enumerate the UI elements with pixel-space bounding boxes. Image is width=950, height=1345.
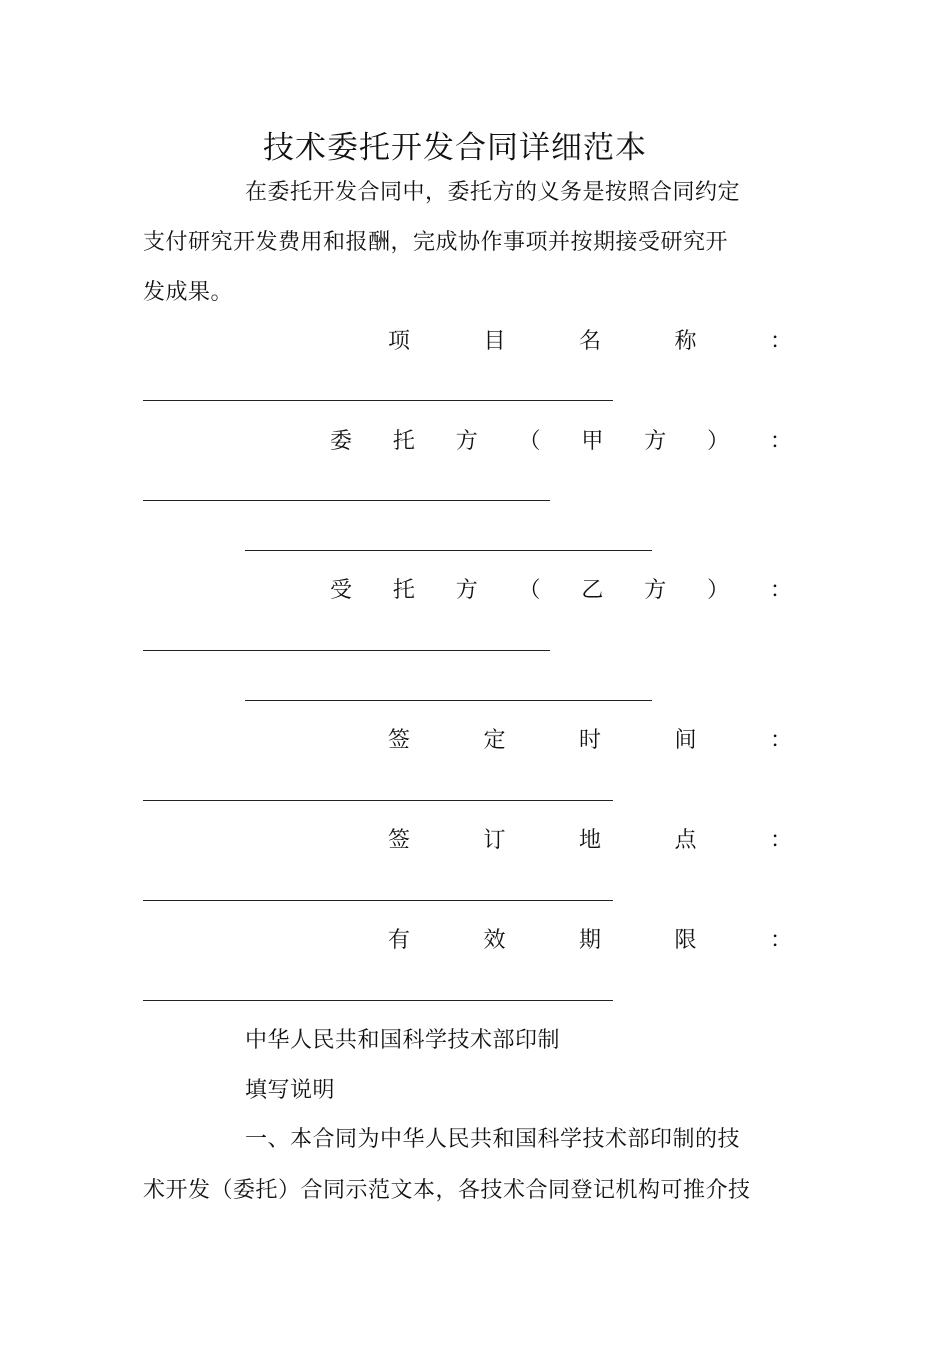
contractor-blank-1[interactable] xyxy=(143,650,550,651)
label-char: （ xyxy=(518,429,541,454)
field-sign-place-label xyxy=(388,826,792,856)
label-char: 名 xyxy=(578,329,601,354)
field-sign-date-label xyxy=(388,726,792,756)
label-char: ： xyxy=(769,329,792,354)
label-char: ： xyxy=(769,429,792,454)
label-char: 效 xyxy=(483,928,506,953)
label-char: 方 xyxy=(644,578,667,603)
label-char: ： xyxy=(769,728,792,753)
label-char: 托 xyxy=(392,429,415,454)
label-char: 方 xyxy=(644,429,667,454)
publisher-line: 中华人民共和国科学技术部印制 xyxy=(245,1028,561,1053)
label-char: 甲 xyxy=(581,429,604,454)
label-char: 项 xyxy=(388,329,411,354)
label-char: 定 xyxy=(483,728,506,753)
label-char: 受 xyxy=(330,578,353,603)
field-client-label xyxy=(330,427,792,457)
label-char: ： xyxy=(769,928,792,953)
label-char: 有 xyxy=(388,928,411,953)
field-contractor-label xyxy=(330,576,792,606)
label-char: 方 xyxy=(455,578,478,603)
label-char: 签 xyxy=(388,828,411,853)
label-char: 方 xyxy=(455,429,478,454)
label-char: ） xyxy=(707,429,730,454)
label-char: 时 xyxy=(578,728,601,753)
intro-line-3: 发成果。 xyxy=(143,280,234,305)
instructions-heading: 填写说明 xyxy=(245,1078,336,1103)
label-char: 乙 xyxy=(581,578,604,603)
intro-line-2: 支付研究开发费用和报酬，完成协作事项并按期接受研究开 xyxy=(143,230,729,255)
label-char: ： xyxy=(769,828,792,853)
label-char: 间 xyxy=(674,728,697,753)
label-char: 期 xyxy=(578,928,601,953)
label-char: 限 xyxy=(674,928,697,953)
field-validity-label xyxy=(388,926,792,956)
label-char: 签 xyxy=(388,728,411,753)
sign-date-blank[interactable] xyxy=(143,800,613,801)
client-blank-1[interactable] xyxy=(143,500,550,501)
validity-blank[interactable] xyxy=(143,1000,613,1001)
label-char: 地 xyxy=(578,828,601,853)
contractor-blank-2[interactable] xyxy=(245,700,652,701)
label-char: 目 xyxy=(483,329,506,354)
field-project-name-label xyxy=(388,327,792,357)
label-char: 订 xyxy=(483,828,506,853)
instructions-line-2: 术开发（委托）合同示范文本，各技术合同登记机构可推介技 xyxy=(143,1178,751,1203)
label-char: 点 xyxy=(674,828,697,853)
document-title: 技术委托开发合同详细范本 xyxy=(263,130,647,166)
sign-place-blank[interactable] xyxy=(143,900,613,901)
instructions-line-1: 一、本合同为中华人民共和国科学技术部印制的技 xyxy=(245,1127,741,1152)
intro-line-1: 在委托开发合同中，委托方的义务是按照合同约定 xyxy=(245,180,741,205)
label-char: 托 xyxy=(392,578,415,603)
label-char: ） xyxy=(707,578,730,603)
label-char: 委 xyxy=(330,429,353,454)
client-blank-2[interactable] xyxy=(245,550,652,551)
label-char: 称 xyxy=(674,329,697,354)
label-char: ： xyxy=(769,578,792,603)
label-char: （ xyxy=(518,578,541,603)
project-name-blank[interactable] xyxy=(143,400,613,401)
